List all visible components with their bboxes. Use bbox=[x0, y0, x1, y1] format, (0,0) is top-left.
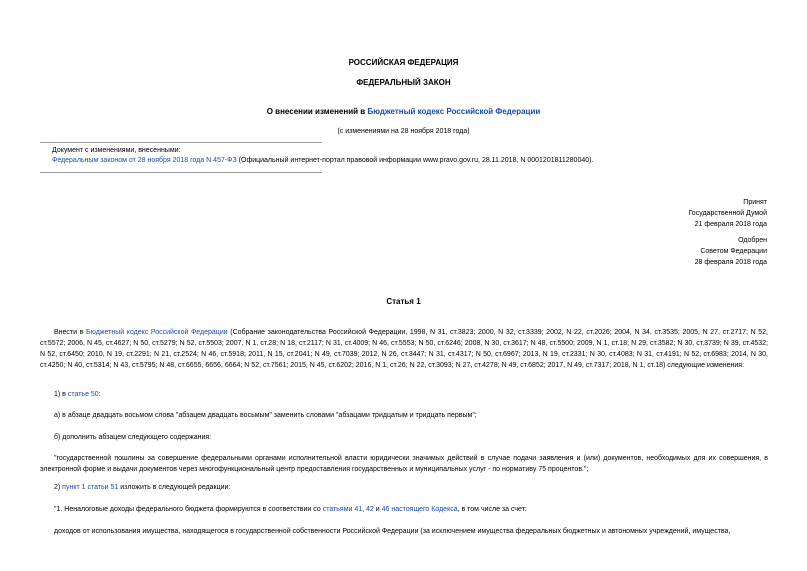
article-title: Статья 1 bbox=[386, 297, 421, 306]
item-2-rest: изложить в следующей редакции: bbox=[118, 484, 231, 491]
law-title-prefix: О внесении изменений в bbox=[266, 107, 368, 116]
item-2-prefix: 2) bbox=[54, 484, 63, 491]
last-paragraph: доходов от использования имущества, находящегося в государственной собственности Российской Федерации (за исключением имущества федеральных бюджетных и автономных учреждений, имущества, bbox=[54, 528, 731, 535]
amending-law-link[interactable]: Федеральным законом от 28 ноября 2018 года N 457-ФЗ bbox=[52, 157, 237, 164]
item-1b: б) дополнить абзацем следующего содержания: bbox=[54, 434, 212, 441]
changes-source bbox=[52, 157, 593, 164]
country-heading: РОССИЙСКАЯ ФЕДЕРАЦИЯ bbox=[348, 58, 459, 67]
quote-2-prefix: "1. Неналоговые доходы федерального бюджета формируются в соответствии со bbox=[54, 506, 323, 513]
divider-top bbox=[40, 142, 322, 143]
intro-paragraph bbox=[40, 327, 768, 371]
law-type-heading: ФЕДЕРАЛЬНЫЙ ЗАКОН bbox=[356, 78, 451, 87]
approved-body: Советом Федерации bbox=[700, 248, 767, 255]
divider-bottom bbox=[40, 172, 322, 173]
changes-label: Документ с изменениями, внесенными: bbox=[52, 147, 181, 154]
quote-2-sep1: , bbox=[362, 506, 367, 513]
approved-label: Одобрен bbox=[738, 237, 767, 244]
item-1-prefix: 1) в bbox=[54, 391, 68, 398]
approved-date: 28 февраля 2018 года bbox=[694, 259, 767, 266]
quote-2-sep2: и bbox=[373, 506, 382, 513]
article-51-link[interactable]: пункт 1 статьи 51 bbox=[62, 484, 119, 491]
article-42-link[interactable]: 42 bbox=[366, 506, 374, 513]
adopted-body: Государственной Думой bbox=[688, 210, 767, 217]
budget-code-link[interactable]: Бюджетный кодекс Российской Федерации bbox=[367, 107, 541, 116]
article-50-link[interactable]: статье 50 bbox=[67, 391, 99, 398]
item-1-suffix: : bbox=[98, 391, 101, 398]
approved-block bbox=[695, 235, 767, 268]
revision-note: (с изменениями на 28 ноября 2018 года) bbox=[337, 128, 470, 135]
quote-paragraph-1: "государственной пошлины за совершение федеральными органами исполнительной власти юридически значимых действий в случае подачи заявления и (или) документов, необходимых для их совершения, в электронной форме и выдачи документов через многофункциональный центр предоставления государственных и муниципальных услуг - по нормативу 75 процентов."; bbox=[40, 455, 768, 473]
adopted-date: 21 февраля 2018 года bbox=[694, 221, 767, 228]
adopted-label: Принят bbox=[743, 199, 767, 206]
quote-paragraph-2 bbox=[40, 504, 768, 515]
intro-code-link[interactable]: Бюджетный кодекс Российской Федерации bbox=[86, 329, 228, 336]
item-1a: а) в абзаце двадцать восьмом слова "абзацем двадцать восьмым" заменить словами "абзацами тридцатым и тридцать первым"; bbox=[54, 412, 477, 419]
law-title bbox=[0, 107, 807, 116]
article-41-link[interactable]: статьями 41 bbox=[322, 506, 363, 513]
item-1 bbox=[40, 389, 768, 400]
changes-source-rest: (Официальный интернет-портал правовой информации www.pravo.gov.ru, 28.11.2018, N 0001201811280040). bbox=[236, 157, 594, 164]
article-46-link[interactable]: 46 настоящего Кодекса bbox=[381, 506, 458, 513]
adopted-block bbox=[688, 197, 767, 230]
intro-prefix: Внести в bbox=[54, 329, 86, 336]
quote-2-rest: , в том числе за счет: bbox=[457, 506, 527, 513]
item-2 bbox=[40, 482, 768, 493]
intro-rest: (Собрание законодательства Российской Федерации, 1998, N 31, ст.3823; 2000, N 32, ст.3339; 2002, N 22, ст.2026; 2004, N 34, ст.3535; 2005, N 27, ст.2717; N 52, ст.5572; 2006, N 45, ст.4627; N 50, ст.5279; N 52, ст.5503; 2007, N 1, ст.28; N 18, ст.2117; N 31, ст.4009; N 46, ст.5553; N 50, ст.6246; 2008, N 30, ст.3617; N 48, ст.5500; 2009, N 1, ст.18; N 29, ст.3582; N 30, ст.3739; N 39, ст.4532; N 52, ст.6450; 2010, N 19, ст.2291; N 21, ст.2524; N 46, ст.5918; 2011, N 15, ст.2041; N 49, ст.7039; 2012, N 26, ст.3447; N 31, ст.4317; N 50, ст.6967; 2013, N 19, ст.2331; N 30, ст.4083; N 31, ст.4191; N 52, ст.6983; 2014, N 30, ст.4250; N 40, ст.5314; N 43, ст.5795; N 48, ст.6655, 6656, 6664; N 52, ст.7561; 2015, N 45, ст.6202; 2016, N 1, ст.26; N 22, ст.3093; N 27, ст.4278; N 49, ст.6852; 2017, N 49, ст.7317; 2018, N 1, ст.18) следующие изменения: bbox=[40, 329, 769, 369]
